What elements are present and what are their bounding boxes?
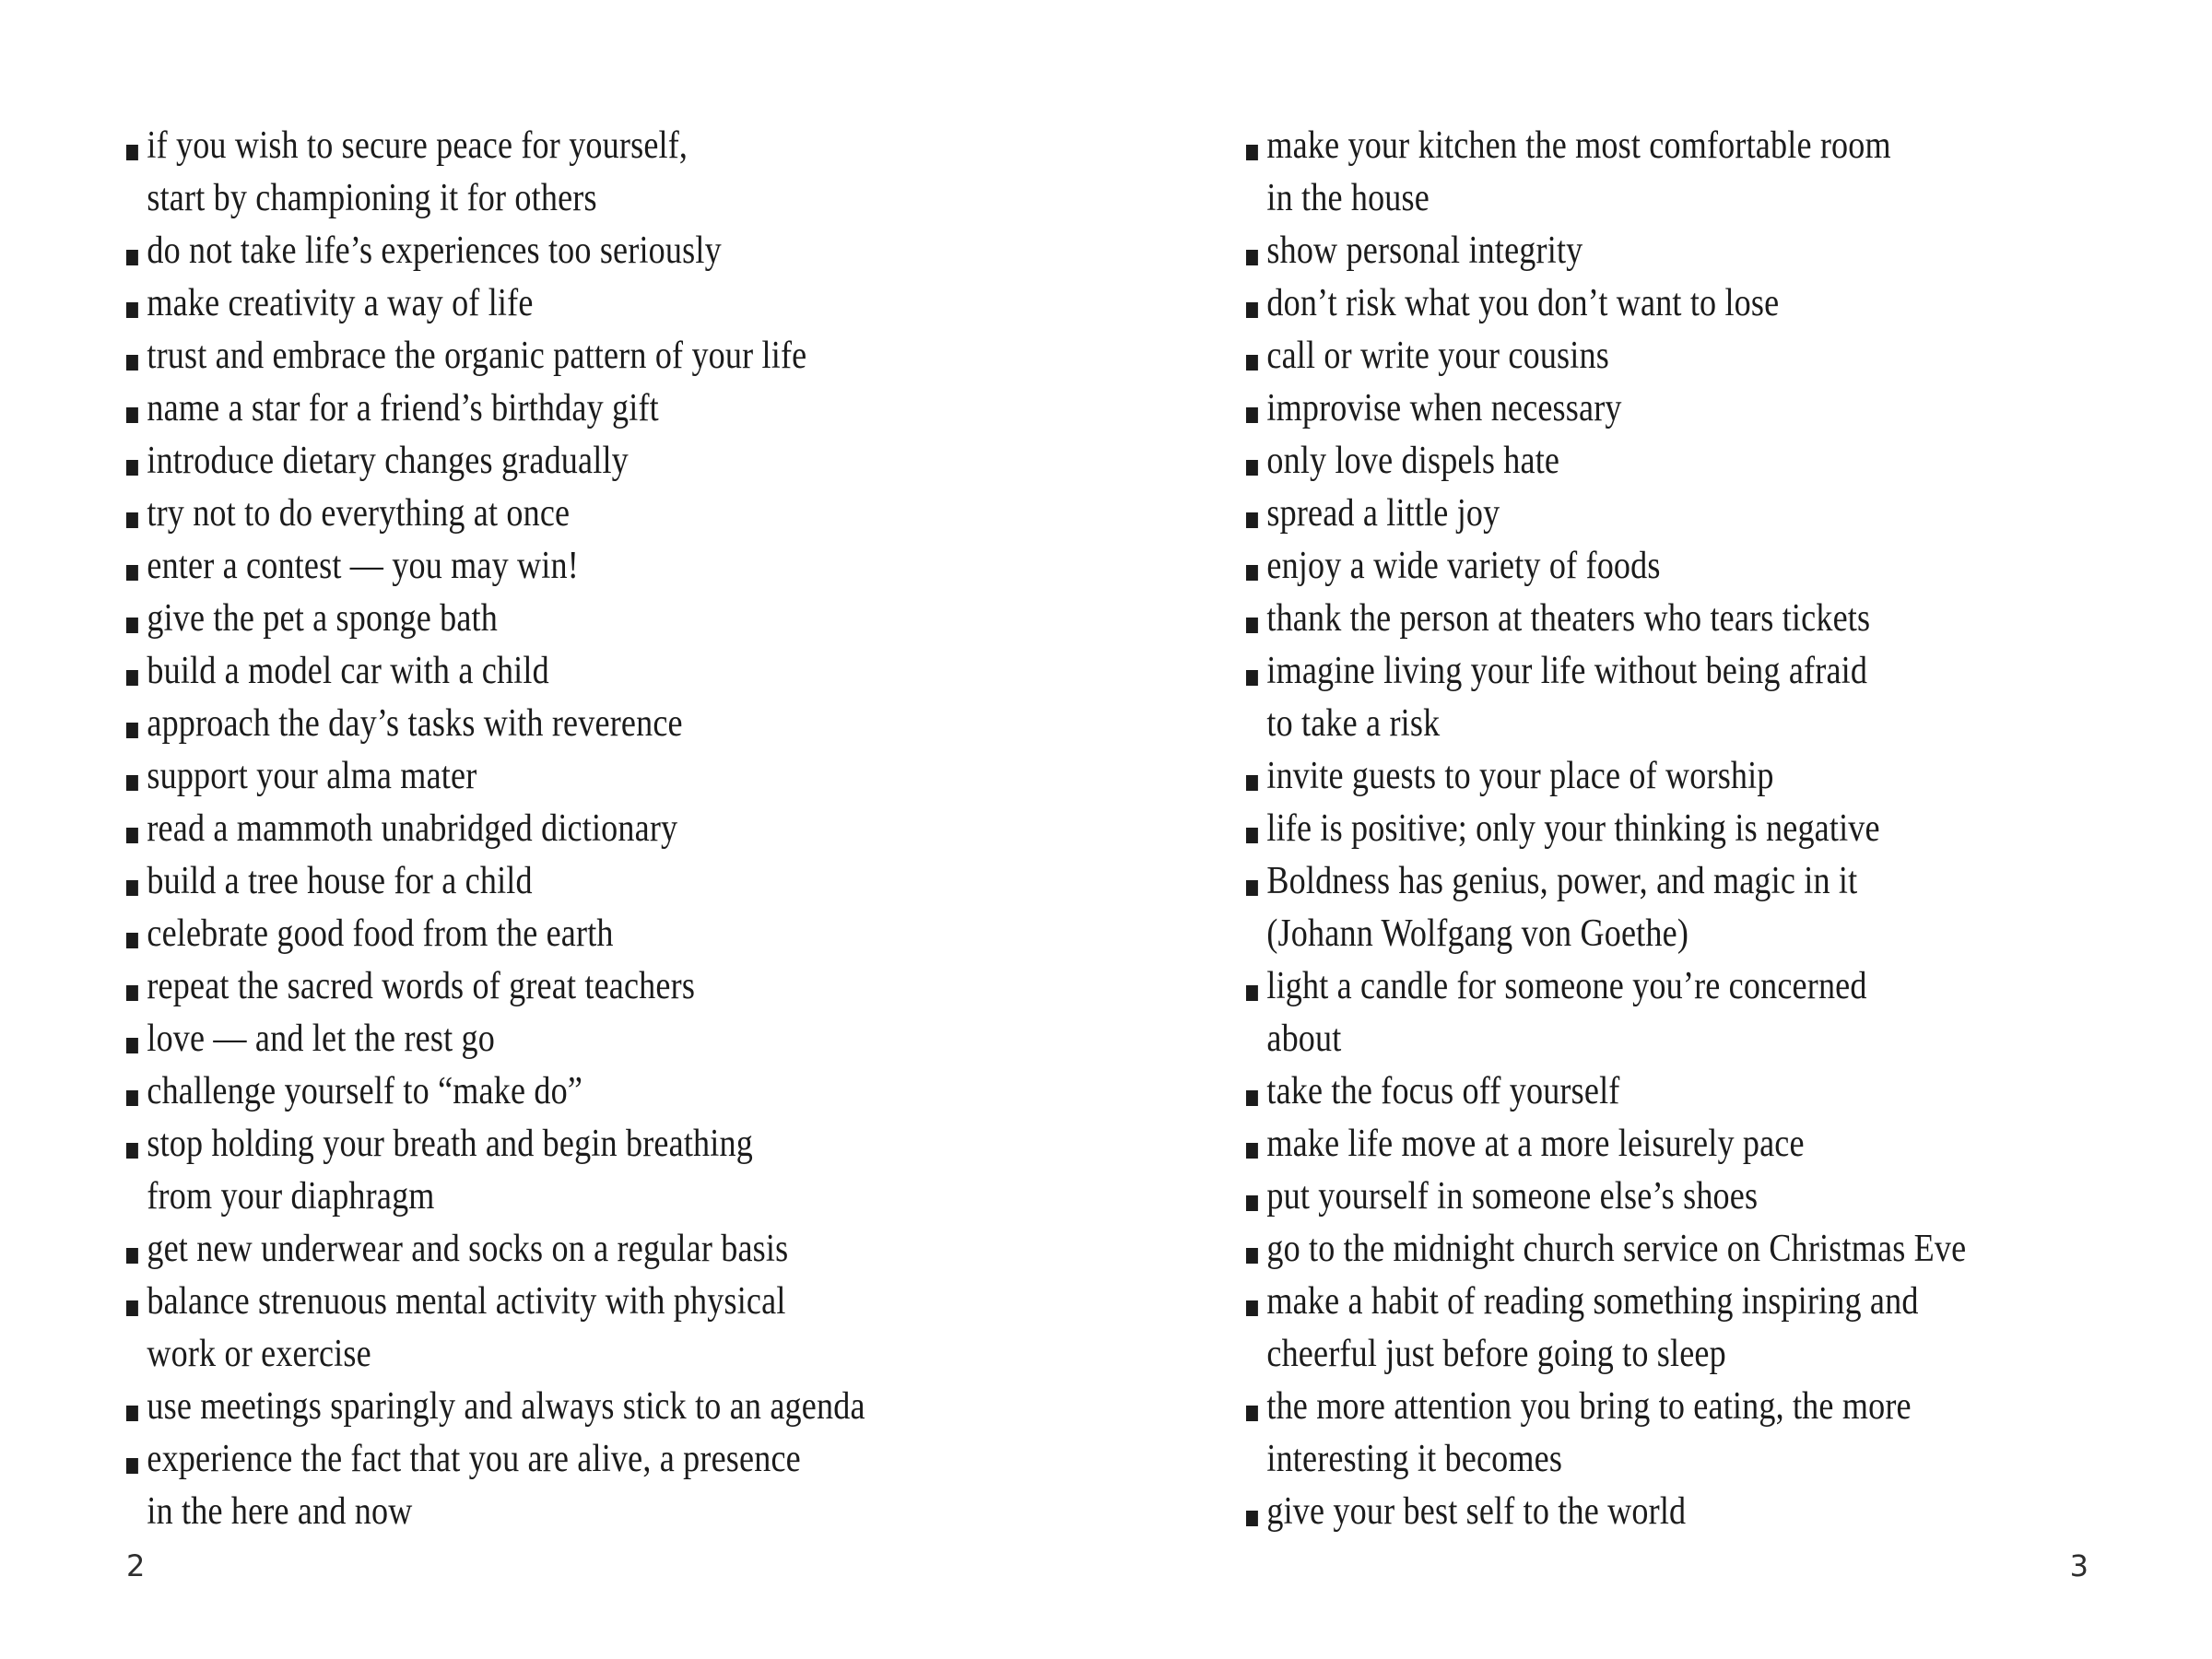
item-line: show personal integrity [1266,229,1583,272]
list-item [1246,277,2212,330]
list-item [1246,1276,2212,1381]
square-bullet-icon [126,775,138,791]
square-bullet-icon [1246,828,1258,843]
list-item [1246,1171,2212,1223]
item-text [147,1118,753,1223]
item-text [1266,382,1621,435]
square-bullet-icon [126,1143,138,1159]
item-text [147,1276,785,1381]
left-page-list [126,120,1109,1538]
square-bullet-icon [126,302,138,318]
item-line: give the pet a sponge bath [147,597,498,640]
square-bullet-icon [126,565,138,581]
item-line: name a star for a friend’s birthday gift [147,387,659,429]
right-page-list [1246,120,2212,1538]
list-item [1246,1381,2212,1486]
item-text [1266,1276,1918,1381]
item-line: make life move at a more leisurely pace [1266,1123,1805,1165]
list-item [126,855,1109,908]
item-line: about [1266,1018,1342,1060]
square-bullet-icon [126,1406,138,1421]
item-line: cheerful just before going to sleep [1266,1333,1726,1375]
item-line: take the focus off yourself [1266,1070,1620,1112]
item-text [147,1013,495,1065]
item-line: spread a little joy [1266,492,1500,535]
list-item [1246,120,2212,225]
item-line: repeat the sacred words of great teachers [147,965,696,1007]
square-bullet-icon [126,460,138,476]
list-item [126,1065,1109,1118]
item-text [147,540,579,593]
list-item [1246,540,2212,593]
item-text [1266,330,1609,382]
item-line: enter a contest — you may win! [147,545,579,587]
item-line: only love dispels hate [1266,440,1560,482]
item-line: love — and let the rest go [147,1018,495,1060]
item-line: call or write your cousins [1266,335,1609,377]
square-bullet-icon [1246,985,1258,1001]
item-text [147,645,548,698]
square-bullet-icon [126,407,138,423]
item-text [1266,750,1773,803]
item-text [147,435,629,488]
item-line: celebrate good food from the earth [147,912,614,955]
list-item [1246,1223,2212,1276]
item-text [1266,593,1870,645]
item-line: put yourself in someone else’s shoes [1266,1175,1759,1218]
list-item [126,750,1109,803]
list-item [126,1013,1109,1065]
item-text [1266,855,1857,960]
list-item [126,540,1109,593]
square-bullet-icon [1246,1090,1258,1106]
square-bullet-icon [126,1248,138,1264]
item-text [147,277,533,330]
item-text [1266,488,1500,540]
list-item [126,908,1109,960]
item-text [147,593,498,645]
item-text [1266,1171,1758,1223]
item-text [147,330,806,382]
item-line: experience the fact that you are alive, a presence [147,1438,801,1480]
item-line: approach the day’s tasks with reverence [147,702,683,745]
item-line: use meetings sparingly and always stick to an agenda [147,1385,865,1428]
item-text [147,488,570,540]
square-bullet-icon [1246,1300,1258,1316]
list-item [1246,1118,2212,1171]
square-bullet-icon [1246,1248,1258,1264]
list-item [1246,488,2212,540]
list-item [1246,645,2212,750]
item-line: don’t risk what you don’t want to lose [1266,282,1780,324]
item-line: make a habit of reading something inspiring and [1266,1280,1919,1323]
item-text [1266,120,1890,225]
square-bullet-icon [126,512,138,528]
square-bullet-icon [1246,1143,1258,1159]
item-text [1266,1381,1911,1486]
square-bullet-icon [126,1090,138,1106]
list-item [126,1381,1109,1433]
list-item [126,1276,1109,1381]
square-bullet-icon [1246,250,1258,265]
square-bullet-icon [1246,407,1258,423]
square-bullet-icon [126,880,138,896]
item-line: build a tree house for a child [147,860,533,902]
list-item [1246,435,2212,488]
square-bullet-icon [1246,1511,1258,1526]
item-line: try not to do everything at once [147,492,571,535]
item-text [1266,1223,1966,1276]
item-text [147,803,677,855]
item-line: to take a risk [1266,702,1441,745]
item-line: the more attention you bring to eating, the more [1266,1385,1912,1428]
square-bullet-icon [1246,880,1258,896]
item-line: support your alma mater [147,755,477,797]
page-number-left: 2 [126,1548,146,1583]
item-text [1266,277,1779,330]
list-item [1246,803,2212,855]
square-bullet-icon [126,828,138,843]
list-item [1246,750,2212,803]
item-line: life is positive; only your thinking is negative [1266,807,1880,850]
list-item [126,593,1109,645]
item-text [1266,960,1866,1065]
item-text [147,1223,788,1276]
item-text [1266,1486,1686,1538]
item-line: stop holding your breath and begin breathing [147,1123,753,1165]
item-text [147,225,721,277]
item-line: in the here and now [147,1490,413,1533]
list-item [126,645,1109,698]
square-bullet-icon [1246,1406,1258,1421]
item-line: imagine living your life without being afraid [1266,650,1868,692]
list-item [126,488,1109,540]
square-bullet-icon [1246,670,1258,686]
item-text [1266,645,1867,750]
item-line: read a mammoth unabridged dictionary [147,807,678,850]
list-item [126,1118,1109,1223]
square-bullet-icon [126,618,138,633]
item-line: improvise when necessary [1266,387,1622,429]
list-item [126,698,1109,750]
square-bullet-icon [126,355,138,371]
item-line: in the house [1266,177,1430,219]
item-text [1266,225,1583,277]
list-item [1246,382,2212,435]
square-bullet-icon [1246,145,1258,160]
item-text [147,908,613,960]
square-bullet-icon [1246,565,1258,581]
square-bullet-icon [1246,775,1258,791]
list-item [126,435,1109,488]
list-item [126,960,1109,1013]
item-line: go to the midnight church service on Christmas Eve [1266,1228,1967,1270]
item-line: Boldness has genius, power, and magic in it [1266,860,1858,902]
item-line: give your best self to the world [1266,1490,1687,1533]
list-item [1246,593,2212,645]
item-text [147,382,659,435]
list-item [126,330,1109,382]
item-line: trust and embrace the organic pattern of your life [147,335,807,377]
item-line: enjoy a wide variety of foods [1266,545,1661,587]
item-line: challenge yourself to “make do” [147,1070,583,1112]
list-item [126,382,1109,435]
item-text [1266,1065,1619,1118]
square-bullet-icon [1246,302,1258,318]
item-text [1266,435,1559,488]
item-line: get new underwear and socks on a regular basis [147,1228,789,1270]
item-text [1266,803,1879,855]
item-line: light a candle for someone you’re concerned [1266,965,1867,1007]
item-text [147,1065,582,1118]
item-line: do not take life’s experiences too seriously [147,229,722,272]
square-bullet-icon [1246,355,1258,371]
item-text [147,1433,801,1538]
list-item [126,120,1109,225]
list-item [126,1223,1109,1276]
page-number-right: 3 [2069,1548,2088,1583]
item-line: make creativity a way of life [147,282,534,324]
item-line: interesting it becomes [1266,1438,1563,1480]
item-text [1266,1118,1804,1171]
square-bullet-icon [126,1038,138,1053]
list-item [1246,960,2212,1065]
item-line: make your kitchen the most comfortable room [1266,124,1891,167]
list-item [126,277,1109,330]
list-item [1246,1065,2212,1118]
item-text [147,698,682,750]
item-line: introduce dietary changes gradually [147,440,629,482]
item-line: invite guests to your place of worship [1266,755,1774,797]
list-item [126,803,1109,855]
list-item [126,225,1109,277]
square-bullet-icon [126,933,138,948]
list-item [1246,1486,2212,1538]
square-bullet-icon [1246,512,1258,528]
list-item [1246,855,2212,960]
item-text [147,750,477,803]
square-bullet-icon [1246,460,1258,476]
item-line: thank the person at theaters who tears tickets [1266,597,1871,640]
item-text [1266,540,1660,593]
item-line: (Johann Wolfgang von Goethe) [1266,912,1689,955]
square-bullet-icon [126,670,138,686]
item-text [147,960,695,1013]
square-bullet-icon [126,985,138,1001]
item-line: work or exercise [147,1333,371,1375]
square-bullet-icon [1246,618,1258,633]
square-bullet-icon [1246,1195,1258,1211]
item-text [147,855,532,908]
list-item [126,1433,1109,1538]
item-line: start by championing it for others [147,177,597,219]
item-line: build a model car with a child [147,650,549,692]
item-text [147,120,688,225]
item-text [147,1381,865,1433]
item-line: balance strenuous mental activity with physical [147,1280,786,1323]
list-item [1246,330,2212,382]
item-line: if you wish to secure peace for yourself, [147,124,688,167]
square-bullet-icon [126,1458,138,1474]
square-bullet-icon [126,723,138,738]
list-item [1246,225,2212,277]
square-bullet-icon [126,250,138,265]
square-bullet-icon [126,1300,138,1316]
item-line: from your diaphragm [147,1175,435,1218]
square-bullet-icon [126,145,138,160]
